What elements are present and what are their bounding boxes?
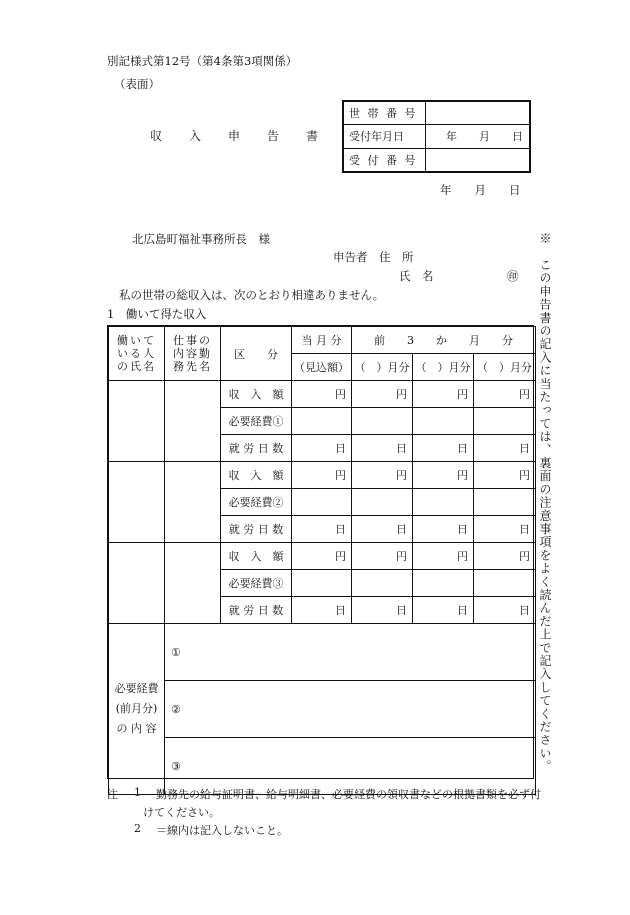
current-estimate-header: （見込額） — [292, 354, 352, 381]
days-label: 就 労 日 数 — [221, 516, 292, 543]
category-header: 区 分 — [221, 327, 292, 381]
days-m3[interactable]: 日 — [474, 516, 536, 543]
expense-label: 必要経費① — [221, 408, 292, 435]
days-m1[interactable]: 日 — [352, 516, 413, 543]
expense-m2[interactable] — [413, 408, 474, 435]
expense-m1[interactable] — [352, 489, 413, 516]
household-number-label: 世 帯 番 号 — [344, 102, 426, 125]
address-label: 申告者 住 所 — [333, 250, 414, 264]
expense-label: 必要経費③ — [221, 570, 292, 597]
days-m2[interactable]: 日 — [413, 597, 474, 624]
income-m3[interactable]: 円 — [474, 462, 536, 489]
days-label: 就 労 日 数 — [221, 597, 292, 624]
days-m3[interactable]: 日 — [474, 435, 536, 462]
face-label: （表面） — [114, 77, 160, 91]
job-header: 仕事の 内容勤 務先名 — [165, 327, 221, 381]
expense-current[interactable] — [292, 408, 352, 435]
days-m1[interactable]: 日 — [352, 597, 413, 624]
month-header-2: （ ）月分 — [413, 354, 474, 381]
expense-m3[interactable] — [474, 489, 536, 516]
expense-detail-1[interactable] — [165, 624, 536, 681]
name-label: 氏 名 — [399, 269, 434, 283]
statement: 私の世帯の総収入は、次のとおり相違ありません。 — [119, 288, 385, 302]
days-current[interactable]: 日 — [292, 597, 352, 624]
expense-m2[interactable] — [413, 489, 474, 516]
days-label: 就 労 日 数 — [221, 435, 292, 462]
income-grid — [108, 326, 536, 795]
receipt-number-field[interactable] — [426, 148, 530, 171]
section1-title: 1 働いて得た収入 — [107, 307, 207, 321]
note-1-cont: けてください。 — [143, 806, 220, 819]
income-m3[interactable]: 円 — [474, 381, 536, 408]
worker-name-cell[interactable] — [109, 381, 165, 462]
income-m1[interactable]: 円 — [352, 543, 413, 570]
days-current[interactable]: 日 — [292, 516, 352, 543]
worker-name-header: 働いて いる人 の氏名 — [109, 327, 165, 381]
worker-name-cell[interactable] — [109, 543, 165, 624]
notes-prefix: 注 — [107, 788, 118, 801]
note-2-num: 2 — [134, 822, 141, 835]
expense-mark-2: ② — [171, 702, 181, 716]
expense-detail-label-3: の 内 容 — [116, 722, 157, 735]
expense-m2[interactable] — [413, 570, 474, 597]
income-table — [107, 325, 534, 779]
income-m1[interactable]: 円 — [352, 381, 413, 408]
expense-mark-3: ③ — [171, 759, 181, 773]
income-current[interactable]: 円 — [292, 381, 352, 408]
receipt-date-label: 受付年月日 — [344, 125, 426, 148]
note-1-num: 1 — [134, 786, 141, 799]
expense-detail-label — [109, 624, 165, 795]
expense-m1[interactable] — [352, 408, 413, 435]
receipt-number-label: 受 付 番 号 — [344, 148, 426, 171]
expense-current[interactable] — [292, 489, 352, 516]
expense-detail-label-1: 必要経費 — [114, 682, 159, 695]
month-header-1: （ ）月分 — [352, 354, 413, 381]
date-line: 年 月 日 — [440, 183, 521, 197]
receipt-date-field[interactable]: 年 月 日 — [426, 125, 530, 148]
expense-m3[interactable] — [474, 408, 536, 435]
seal-mark: ㊞ — [507, 269, 519, 283]
expense-label: 必要経費② — [221, 489, 292, 516]
household-number-field[interactable] — [426, 102, 530, 125]
income-m2[interactable]: 円 — [413, 462, 474, 489]
side-note: ※ この申告書の記入に当たっては、裏面の注意事項をよく読んだ上で記入してください。 — [538, 232, 552, 774]
office-use-box — [342, 100, 531, 173]
job-cell[interactable] — [165, 543, 221, 624]
expense-detail-2[interactable] — [165, 681, 536, 738]
current-month-header: 当 月 分 — [292, 327, 352, 354]
prev-3-months-header: 前 3 か 月 分 — [352, 327, 536, 354]
job-cell[interactable] — [165, 381, 221, 462]
expense-m3[interactable] — [474, 570, 536, 597]
income-current[interactable]: 円 — [292, 543, 352, 570]
income-label: 収 入 額 — [221, 543, 292, 570]
income-label: 収 入 額 — [221, 381, 292, 408]
days-m3[interactable]: 日 — [474, 597, 536, 624]
job-cell[interactable] — [165, 462, 221, 543]
income-current[interactable]: 円 — [292, 462, 352, 489]
income-m2[interactable]: 円 — [413, 381, 474, 408]
income-m1[interactable]: 円 — [352, 462, 413, 489]
days-current[interactable]: 日 — [292, 435, 352, 462]
expense-current[interactable] — [292, 570, 352, 597]
form-id: 別記様式第12号（第4条第3項関係） — [107, 54, 298, 68]
expense-mark-1: ① — [171, 645, 181, 659]
form-title: 収 入 申 告 書 — [150, 129, 320, 143]
days-m1[interactable]: 日 — [352, 435, 413, 462]
note-1-text: 勤務先の給与証明書、給与明細書、必要経費の領収書などの根拠書類を必ず付 — [156, 788, 541, 801]
days-m2[interactable]: 日 — [413, 516, 474, 543]
note-2-text: ＝線内は記入しないこと。 — [156, 824, 288, 837]
income-m2[interactable]: 円 — [413, 543, 474, 570]
worker-name-cell[interactable] — [109, 462, 165, 543]
month-header-3: （ ）月分 — [474, 354, 536, 381]
expense-detail-label-2: (前月分) — [115, 702, 158, 715]
addressee: 北広島町福祉事務所長 様 — [132, 232, 270, 246]
income-m3[interactable]: 円 — [474, 543, 536, 570]
income-label: 収 入 額 — [221, 462, 292, 489]
days-m2[interactable]: 日 — [413, 435, 474, 462]
expense-m1[interactable] — [352, 570, 413, 597]
